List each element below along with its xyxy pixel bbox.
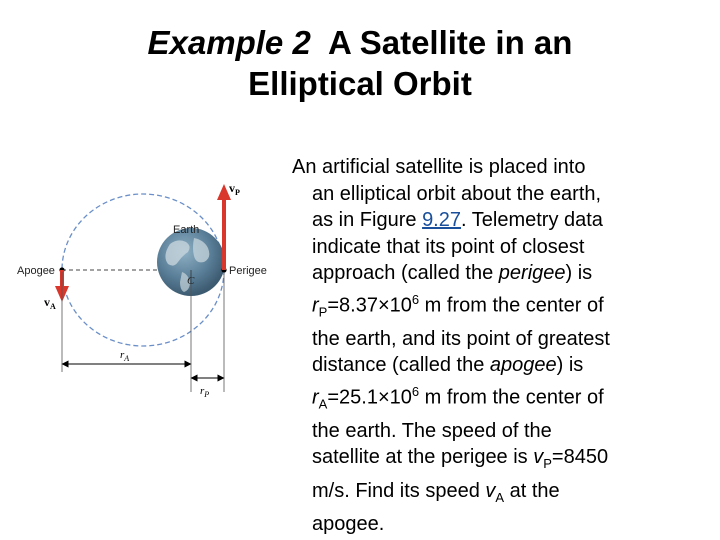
perigee-term: perigee bbox=[498, 262, 566, 284]
text-line-11: satellite at the perigee is $v_P=8450$ bbox=[312, 446, 609, 472]
earth-label: Earth bbox=[173, 224, 200, 236]
text-line-4: indicate that its point of closest bbox=[312, 235, 585, 258]
orbit-diagram bbox=[10, 172, 285, 402]
rp-label: $r_P$ bbox=[200, 385, 210, 399]
title-rest: A Satellite in an bbox=[327, 24, 573, 61]
vp-label: $v_P$ bbox=[229, 181, 240, 197]
problem-text bbox=[292, 154, 705, 538]
text-line-2: an elliptical orbit about the earth, bbox=[312, 182, 602, 205]
orbit-figure bbox=[10, 172, 285, 402]
text-line-1: An artificial satellite is placed into bbox=[292, 156, 586, 178]
perigee-label: Perigee bbox=[229, 265, 267, 277]
title-example: Example 2 bbox=[147, 24, 311, 61]
text-line-10: the earth. The speed of the bbox=[312, 419, 552, 442]
title-line-2: Elliptical Orbit bbox=[248, 65, 472, 103]
text-line-13: apogee. bbox=[312, 513, 385, 536]
text-line-5: approach (called the perigee) is bbox=[312, 262, 593, 284]
figure-link[interactable]: 9.27 bbox=[422, 209, 461, 231]
text-line-3: as in Figure 9.27. Telemetry data bbox=[312, 209, 603, 231]
slide-title bbox=[0, 22, 720, 105]
apogee-term: apogee bbox=[489, 354, 557, 377]
text-line-7: the earth, and its point of greatest bbox=[312, 327, 610, 350]
title-line-1 bbox=[0, 22, 720, 63]
apogee-label: Apogee bbox=[17, 265, 55, 277]
text-body bbox=[312, 181, 705, 538]
center-label: C bbox=[187, 275, 195, 287]
ra-label: $r_A$ bbox=[120, 349, 130, 363]
text-line-9: $r_A=25.1\times 10^6$ m from the center of bbox=[312, 383, 604, 412]
text-line-6: $r_P=8.37\times 10^6$ m from the center of bbox=[312, 291, 604, 320]
va-label: $v_A$ bbox=[44, 295, 56, 311]
text-line-8: distance (called the apogee) is bbox=[312, 354, 584, 377]
text-line-12: m/s. Find its speed $v_A$ at the bbox=[312, 479, 560, 505]
